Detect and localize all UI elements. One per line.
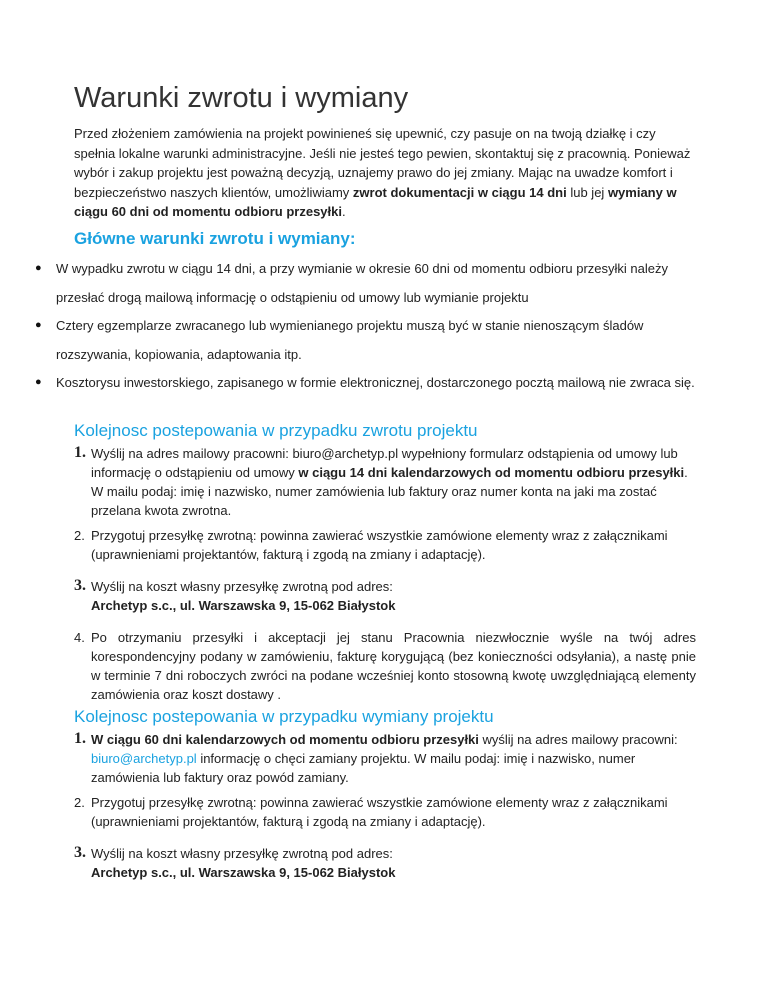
bullet-icon: ●: [35, 319, 42, 331]
intro-bold-exchange: wymiany w ciągu 60 dni od momentu odbioru przesyłki: [74, 184, 677, 219]
page-title: Warunki zwrotu i wymiany: [74, 82, 409, 114]
list-number: 4.: [74, 630, 85, 645]
intro-text: Przed złożeniem zamówienia na projekt powinieneś się upewnić, czy pasuje on na twoją działkę i czy spełnia lokalne warunki administracyjne. Jeśli nie jesteś tego pewien, skontaktuj się z pracownią. Ponieważ wybór i zakup projektu jest poważną decyzją, uznajemy prawo do jej zmiany. Mając na uwadze komfort i bezpieczeństwo naszych klientów, umożliwiamy: [74, 126, 691, 200]
list-item: [74, 844, 696, 882]
list-item-text: Przygotuj przesyłkę zwrotną: powinna zawierać wszystkie zamówione elementy wraz z załącznikami (uprawnieniami projektantów, fakturą i zgodą na zmiany i adaptację).: [91, 528, 668, 562]
main-conditions-heading: Główne warunki zwrotu i wymiany:: [74, 229, 356, 248]
return-procedure-heading: Kolejnosc postepowania w przypadku zwrotu projektu: [74, 421, 478, 440]
list-number: 1.: [74, 444, 86, 461]
bullet-icon: ●: [35, 262, 42, 274]
list-number: 3.: [74, 577, 86, 594]
bullet-item: [35, 368, 701, 397]
list-item-text: Wyślij na adres mailowy pracowni: biuro@archetyp.pl wypełniony formularz odstąpienia od umowy lub informację o odstąpieniu od umowy w ciągu 14 dni kalendarzowych od momentu odbioru przesyłki. W mailu podaj: imię i nazwisko, numer zamówienia lub faktury oraz numer konta na jaki ma zostać przelana kwota zwrotna.: [91, 446, 688, 518]
intro-paragraph: [74, 124, 699, 222]
list-item: [74, 577, 696, 615]
list-item-text: W ciągu 60 dni kalendarzowych od momentu odbioru przesyłki wyślij na adres mailowy pracowni: biuro@archetyp.pl informację o chęci zamiany projektu. W mailu podaj: imię i nazwisko, numer zamówienia lub faktury oraz powód zamiany.: [91, 732, 678, 785]
exchange-procedure-heading: Kolejnosc postepowania w przypadku wymiany projektu: [74, 707, 494, 726]
bullet-item: [35, 311, 701, 369]
bullet-text: Cztery egzemplarze zwracanego lub wymienianego projektu muszą być w stanie nienoszącym śladów rozszywania, kopiowania, adaptowania itp.: [56, 318, 644, 362]
list-item-text: Wyślij na koszt własny przesyłkę zwrotną pod adres: Archetyp s.c., ul. Warszawska 9, 15-062 Białystok: [91, 846, 396, 880]
list-number: 2.: [74, 795, 85, 810]
list-item: [74, 444, 696, 520]
list-item: [74, 793, 696, 831]
list-item-text: Po otrzymaniu przesyłki i akceptacji jej stanu Pracownia niezwłocznie wyśle na twój adres korespondencyjny podany w zamówieniu, fakturę korygującą (bez konieczności odsyłania), a nastę pnie w terminie 7 dni roboczych zwróci na podane wcześniej konto stosowną kwotę uwzględniającą elementy zamówienia oraz koszt dostawy .: [91, 630, 696, 702]
list-item-bold: W ciągu 60 dni kalendarzowych od momentu odbioru przesyłki: [91, 732, 479, 747]
list-item: [74, 628, 696, 704]
exchange-address: Archetyp s.c., ul. Warszawska 9, 15-062 Białystok: [91, 865, 396, 880]
list-number: 2.: [74, 528, 85, 543]
intro-text-mid: lub jej: [566, 184, 608, 200]
list-item-bold: w ciągu 14 dni kalendarzowych od momentu odbioru przesyłki: [298, 465, 685, 480]
email-link[interactable]: biuro@archetyp.pl: [91, 751, 197, 766]
bullet-text: W wypadku zwrotu w ciągu 14 dni, a przy wymianie w okresie 60 dni od momentu odbioru przesyłki należy przesłać drogą mailową informację o odstąpieniu od umowy lub wymianie projektu: [56, 261, 669, 305]
list-item-text: Przygotuj przesyłkę zwrotną: powinna zawierać wszystkie zamówione elementy wraz z załącznikami (uprawnieniami projektantów, fakturą i zgodą na zmiany i adaptację).: [91, 795, 668, 829]
bullet-icon: ●: [35, 376, 42, 388]
bullet-text: Kosztorysu inwestorskiego, zapisanego w formie elektronicznej, dostarczonego pocztą mailową nie zwraca się.: [56, 375, 695, 390]
list-number: 1.: [74, 730, 86, 747]
bullet-item: [35, 254, 701, 312]
list-number: 3.: [74, 844, 86, 861]
list-item: [74, 730, 696, 787]
intro-bold-return: zwrot dokumentacji w ciągu 14 dni: [352, 184, 567, 200]
return-address: Archetyp s.c., ul. Warszawska 9, 15-062 Białystok: [91, 598, 396, 613]
intro-text-end: .: [341, 204, 346, 219]
list-item-text: Wyślij na koszt własny przesyłkę zwrotną pod adres: Archetyp s.c., ul. Warszawska 9, 15-062 Białystok: [91, 579, 396, 613]
list-item: [74, 526, 696, 564]
